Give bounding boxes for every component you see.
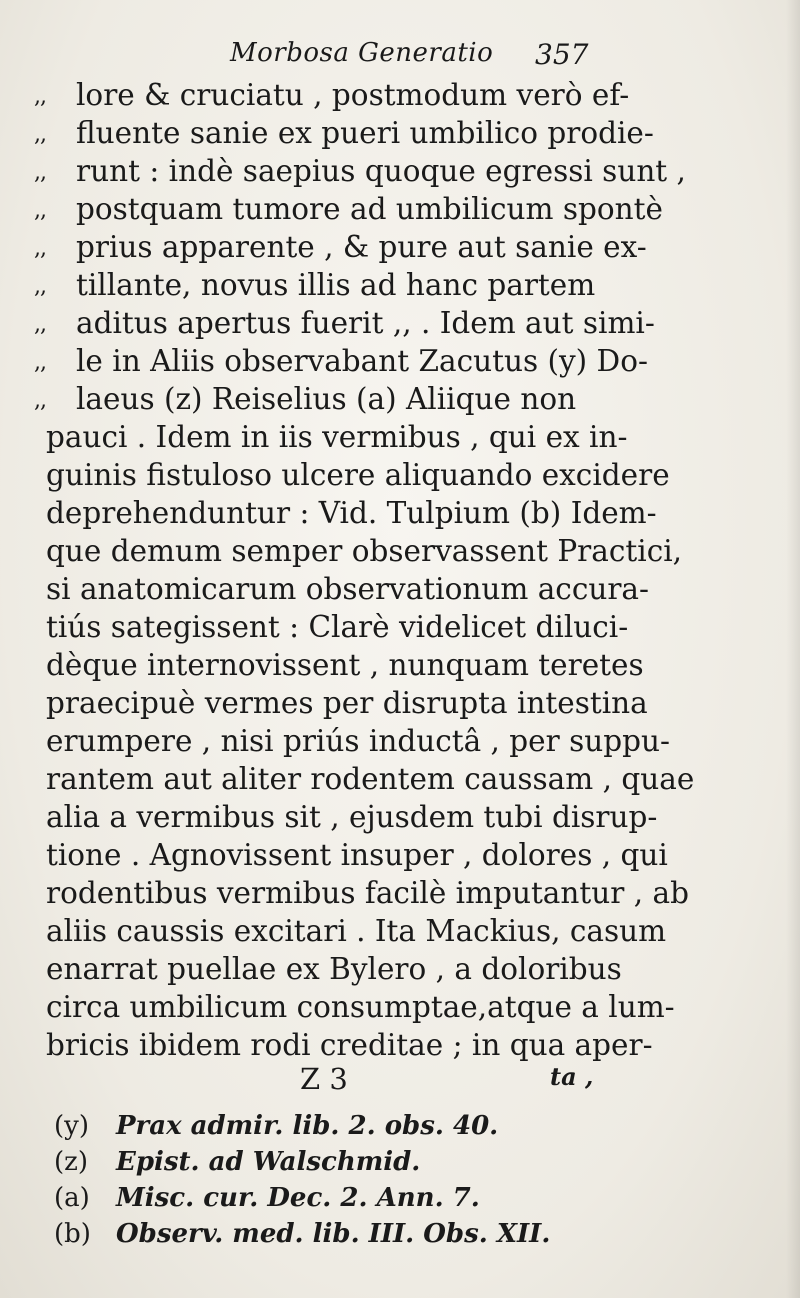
line-text: guinis fistuloso ulcere aliquando excidere xyxy=(46,458,670,492)
line-text: praecipuè vermes per disrupta intestina xyxy=(46,686,648,720)
line-text: rantem aut aliter rodentem caussam , quae xyxy=(46,762,695,796)
page-edge-shadow xyxy=(786,0,800,1298)
text-line xyxy=(0,684,800,722)
text-line xyxy=(0,532,800,570)
running-title: Morbosa Generatio xyxy=(230,38,494,68)
line-text: fluente sanie ex pueri umbilico prodie- xyxy=(76,116,654,150)
signature-mark: Z 3 xyxy=(300,1062,348,1096)
text-line xyxy=(0,798,800,836)
quote-mark: ,, xyxy=(34,274,46,299)
line-text: lore & cruciatu , postmodum verò ef- xyxy=(76,78,630,112)
text-line xyxy=(0,874,800,912)
line-text: postquam tumore ad umbilicum spontè xyxy=(76,192,663,226)
footnote xyxy=(54,1216,774,1252)
footnote-reference: Misc. cur. Dec. 2. Ann. 7. xyxy=(116,1183,480,1213)
text-line xyxy=(0,722,800,760)
line-text: bricis ibidem rodi creditae ; in qua aper- xyxy=(46,1028,653,1062)
text-line xyxy=(0,190,800,228)
footnote-mark: (z) xyxy=(54,1147,88,1177)
footnote-mark: (b) xyxy=(54,1219,91,1249)
line-text: prius apparente , & pure aut sanie ex- xyxy=(76,230,647,264)
text-line xyxy=(0,418,800,456)
quote-mark: ,, xyxy=(34,84,46,109)
footnote-reference: Epist. ad Walschmid. xyxy=(116,1147,421,1177)
line-text: si anatomicarum observationum accura- xyxy=(46,572,649,606)
line-text: runt : indè saepius quoque egressi sunt , xyxy=(76,154,686,188)
text-line xyxy=(0,646,800,684)
line-text: deprehenduntur : Vid. Tulpium (b) Idem- xyxy=(46,496,657,530)
text-line xyxy=(0,114,800,152)
catchword: ta , xyxy=(550,1062,594,1091)
line-text: enarrat puellae ex Bylero , a doloribus xyxy=(46,952,622,986)
text-line xyxy=(0,950,800,988)
footnote xyxy=(54,1144,774,1180)
page-number: 357 xyxy=(535,38,589,71)
text-line xyxy=(0,228,800,266)
line-text: laeus (z) Reiselius (a) Aliique non xyxy=(76,382,577,416)
quote-mark: ,, xyxy=(34,388,46,413)
quote-mark: ,, xyxy=(34,160,46,185)
text-line xyxy=(0,266,800,304)
line-text: pauci . Idem in iis vermibus , qui ex in- xyxy=(46,420,628,454)
line-text: alia a vermibus sit , ejusdem tubi disrup- xyxy=(46,800,658,834)
line-text: tillante, novus illis ad hanc partem xyxy=(76,268,596,302)
footnote xyxy=(54,1180,774,1216)
text-line xyxy=(0,912,800,950)
text-line xyxy=(0,380,800,418)
quote-mark: ,, xyxy=(34,198,46,223)
line-text: circa umbilicum consumptae,atque a lum- xyxy=(46,990,675,1024)
line-text: erumpere , nisi priús inductâ , per suppu- xyxy=(46,724,670,758)
line-text: dèque internovissent , nunquam teretes xyxy=(46,648,644,682)
text-line xyxy=(0,494,800,532)
text-line xyxy=(0,836,800,874)
line-text: tiús sategissent : Clarè videlicet diluci- xyxy=(46,610,629,644)
page-footer-line xyxy=(0,1062,800,1102)
text-line xyxy=(0,760,800,798)
line-text: aditus apertus fuerit ,, . Idem aut simi- xyxy=(76,306,655,340)
line-text: le in Aliis observabant Zacutus (y) Do- xyxy=(76,344,648,378)
text-line xyxy=(0,608,800,646)
footnote-reference: Observ. med. lib. III. Obs. XII. xyxy=(116,1219,551,1249)
line-text: que demum semper observassent Practici, xyxy=(46,534,683,568)
line-text: tione . Agnovissent insuper , dolores , qui xyxy=(46,838,668,872)
text-line xyxy=(0,988,800,1026)
line-text: aliis caussis excitari . Ita Mackius, casum xyxy=(46,914,667,948)
line-text: rodentibus vermibus facilè imputantur , ab xyxy=(46,876,689,910)
quote-mark: ,, xyxy=(34,122,46,147)
quote-mark: ,, xyxy=(34,236,46,261)
footnote-mark: (y) xyxy=(54,1111,89,1141)
text-line xyxy=(0,76,800,114)
quote-mark: ,, xyxy=(34,350,46,375)
text-line xyxy=(0,570,800,608)
text-line xyxy=(0,1026,800,1064)
footnote-mark: (a) xyxy=(54,1183,90,1213)
text-line xyxy=(0,152,800,190)
footnote xyxy=(54,1108,774,1144)
quote-mark: ,, xyxy=(34,312,46,337)
text-line xyxy=(0,304,800,342)
footnote-reference: Prax admir. lib. 2. obs. 40. xyxy=(116,1111,499,1141)
text-line xyxy=(0,342,800,380)
text-line xyxy=(0,456,800,494)
